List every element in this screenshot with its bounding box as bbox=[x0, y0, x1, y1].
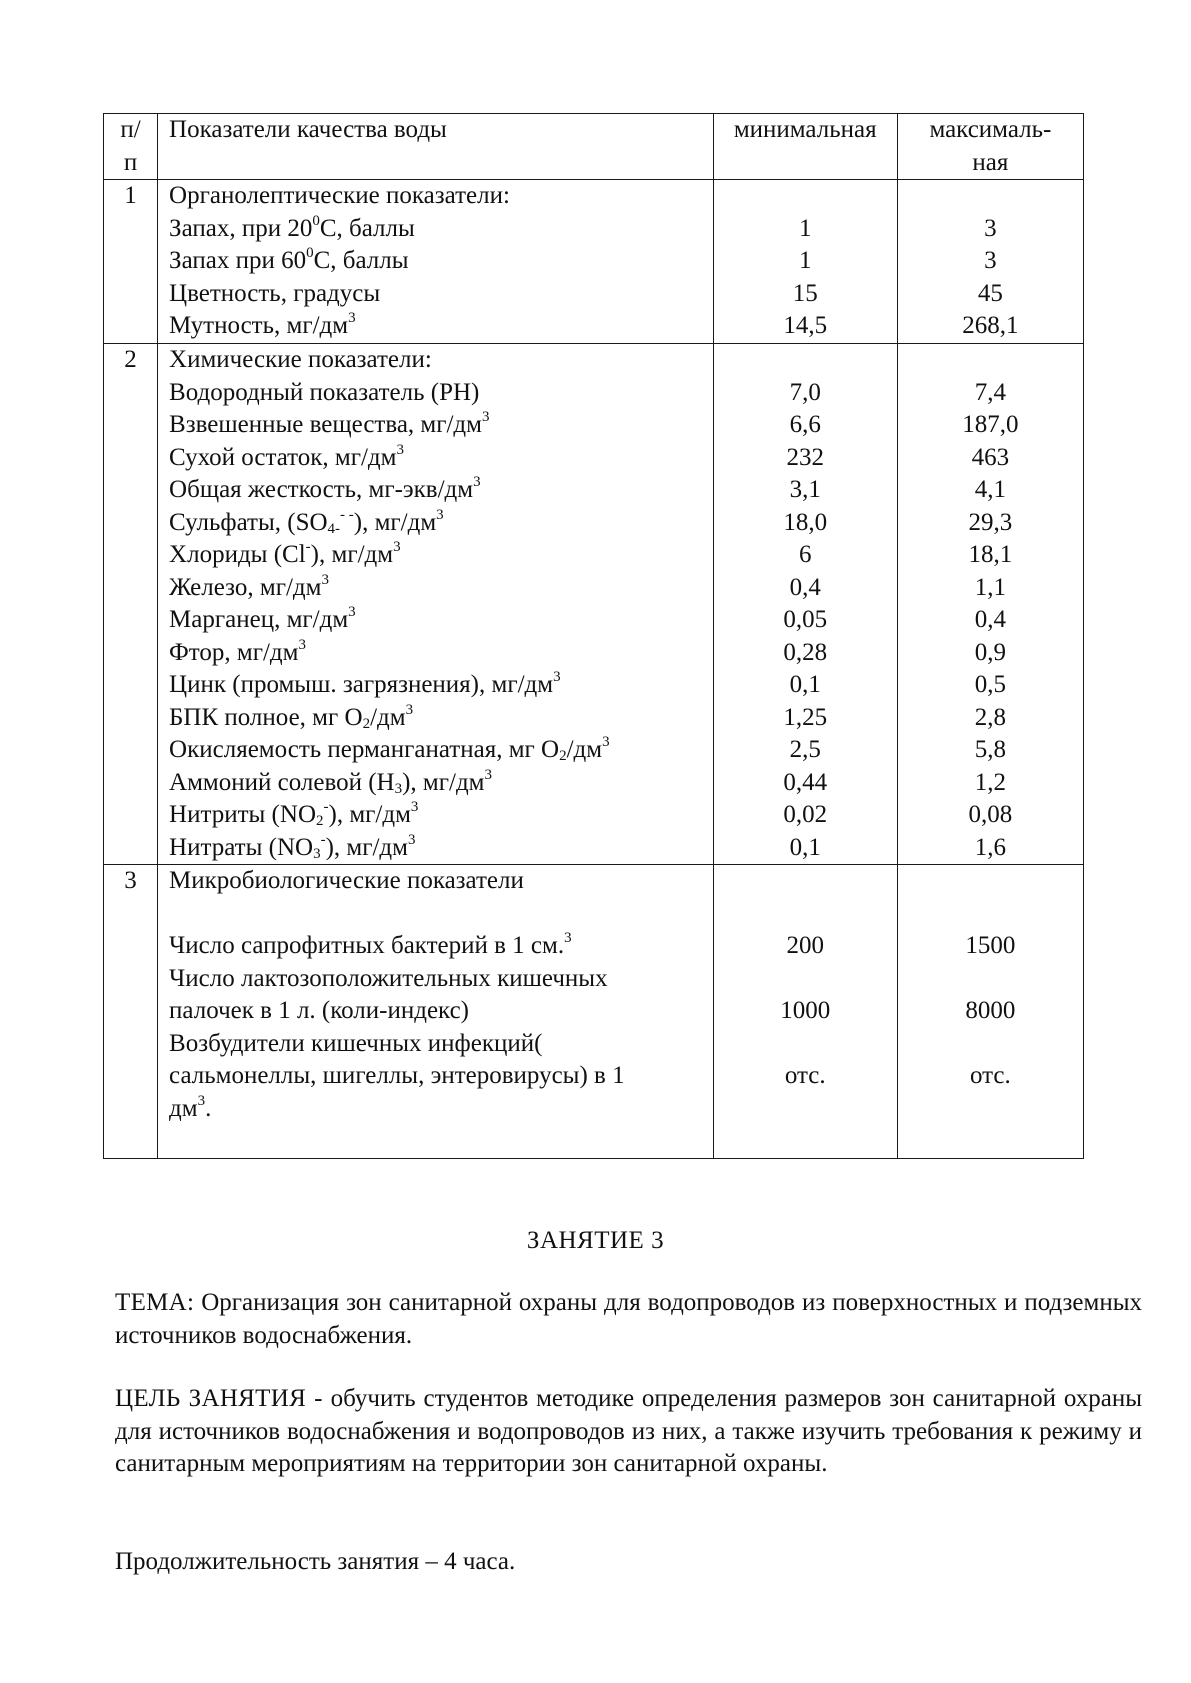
indicator-name bbox=[169, 245, 713, 278]
min-value: 7,0 bbox=[789, 378, 821, 406]
indicator-text: Число лактозоположительных кишечных bbox=[169, 964, 608, 992]
indicator-name bbox=[169, 377, 713, 410]
header-num-line2: п bbox=[123, 148, 138, 176]
header-max-line2: ная bbox=[972, 148, 1009, 176]
superscript: - bbox=[320, 831, 326, 848]
superscript: 3 bbox=[436, 506, 444, 523]
max-value: 1,6 bbox=[974, 833, 1007, 861]
indicator-text: Хлориды (Cl bbox=[169, 541, 306, 568]
superscript: - bbox=[305, 539, 311, 555]
subscript: 2 bbox=[362, 715, 371, 732]
max-value: 0,9 bbox=[974, 638, 1007, 666]
indicator-text: Запах, при 20 bbox=[169, 214, 313, 242]
min-value: 0,1 bbox=[789, 833, 821, 861]
indicator-name bbox=[169, 1060, 713, 1093]
min-value: 1000 bbox=[780, 997, 831, 1024]
indicator-text: Мутность, мг/дм bbox=[169, 312, 349, 339]
subscript: 2 bbox=[316, 813, 324, 829]
superscript: 3 bbox=[396, 441, 404, 458]
superscript: 3 bbox=[410, 799, 419, 815]
max-value: 0,08 bbox=[968, 801, 1013, 828]
indicator-text: Нитриты (NO bbox=[169, 801, 316, 828]
indicator-tail: . bbox=[205, 1094, 212, 1122]
indicator-text: Водородный показатель (РН) bbox=[169, 378, 480, 406]
max-value: 29,3 bbox=[968, 508, 1013, 536]
superscript: 3 bbox=[348, 310, 356, 326]
header-num-line1: п/ bbox=[120, 116, 141, 143]
indicator-text: ), мг/дм bbox=[310, 541, 394, 568]
indicator-name bbox=[169, 278, 713, 311]
group-title: Химические показатели: bbox=[169, 346, 432, 373]
max-value: 0,4 bbox=[974, 606, 1007, 633]
max-value: 2,8 bbox=[974, 703, 1007, 731]
spacer bbox=[898, 1093, 1083, 1126]
table-header-row bbox=[104, 114, 1084, 180]
spacer bbox=[714, 344, 897, 377]
min-value: 2,5 bbox=[789, 736, 821, 763]
max-value-cell bbox=[897, 865, 1083, 1159]
max-value: 4,1 bbox=[974, 476, 1007, 503]
min-value: 3,1 bbox=[789, 476, 821, 503]
indicator-name bbox=[169, 474, 713, 507]
theme-paragraph bbox=[115, 1287, 1142, 1352]
goal-label: ЦЕЛЬ ЗАНЯТИЯ - bbox=[115, 1385, 323, 1412]
indicator-text: Запах при 60 bbox=[169, 247, 307, 274]
indicator-text: ), мг/дм bbox=[402, 768, 485, 796]
header-min: минимальная bbox=[733, 116, 877, 143]
indicator-text: Железо, мг/дм bbox=[169, 573, 322, 601]
min-value: 0,4 bbox=[789, 573, 821, 601]
max-value-cell bbox=[897, 344, 1083, 865]
min-value: 232 bbox=[786, 443, 824, 471]
superscript: 0 bbox=[312, 212, 320, 229]
table-row bbox=[104, 180, 1084, 344]
max-value: 8000 bbox=[965, 997, 1016, 1024]
duration-paragraph: Продолжительность занятия – 4 часа. bbox=[115, 1548, 516, 1575]
indicator-name bbox=[169, 767, 713, 800]
indicator-text: Цинк (промыш. загрязнения), мг/дм bbox=[169, 671, 554, 698]
min-value-cell bbox=[713, 344, 897, 865]
superscript: - - bbox=[340, 506, 354, 523]
superscript: 3 bbox=[197, 1092, 206, 1109]
indicator-text: Возбудители кишечных инфекций( bbox=[169, 1029, 543, 1057]
indicator-name bbox=[169, 1093, 713, 1126]
max-value: 7,4 bbox=[974, 378, 1007, 406]
group-title: Органолептические показатели: bbox=[169, 182, 510, 209]
superscript: 3 bbox=[473, 474, 481, 490]
spacer bbox=[898, 344, 1083, 377]
min-value: 0,1 bbox=[789, 671, 821, 698]
group-number: 1 bbox=[124, 182, 137, 209]
group-number-cell bbox=[104, 865, 158, 1159]
min-value: 18,0 bbox=[783, 508, 828, 536]
superscript: 3 bbox=[405, 701, 414, 718]
spacer bbox=[714, 180, 897, 213]
min-value-cell bbox=[713, 180, 897, 344]
indicator-text: Сухой остаток, мг/дм bbox=[169, 443, 397, 471]
max-value: 268,1 bbox=[962, 312, 1019, 339]
group-title: Микробиологические показатели bbox=[169, 867, 524, 894]
header-name: Показатели качества воды bbox=[169, 116, 447, 143]
min-value: 6 bbox=[798, 541, 812, 568]
spacer bbox=[898, 898, 1083, 931]
min-value: 1 bbox=[798, 214, 812, 242]
indicator-text: дм bbox=[169, 1094, 198, 1122]
min-value: 0,28 bbox=[783, 638, 828, 666]
goal-paragraph bbox=[115, 1383, 1142, 1481]
indicator-text: Число сапрофитных бактерий в 1 см. bbox=[169, 932, 565, 959]
max-value: 3 bbox=[984, 247, 997, 274]
min-value: 6,6 bbox=[789, 411, 821, 438]
min-value: 1,25 bbox=[783, 703, 828, 731]
indicator-text: Фтор, мг/дм bbox=[169, 638, 299, 666]
indicator-text: Взвешенные вещества, мг/дм bbox=[169, 411, 482, 438]
indicator-text: Нитраты (NO bbox=[169, 833, 314, 861]
table-row bbox=[104, 344, 1084, 865]
spacer bbox=[714, 963, 897, 996]
lesson-title: ЗАНЯТИЕ 3 bbox=[526, 1227, 665, 1254]
header-max-cell bbox=[897, 114, 1083, 180]
min-value: 15 bbox=[792, 279, 818, 307]
min-value: 14,5 bbox=[783, 312, 828, 339]
spacer bbox=[898, 1028, 1083, 1061]
superscript: 3 bbox=[298, 636, 306, 653]
spacer bbox=[714, 865, 897, 898]
min-value: 0,02 bbox=[783, 801, 828, 828]
indicator-name bbox=[169, 799, 713, 832]
superscript: 3 bbox=[321, 571, 329, 588]
subscript: 3 bbox=[394, 780, 403, 797]
water-quality-table bbox=[103, 113, 1084, 1159]
superscript: 3 bbox=[564, 930, 572, 946]
header-num-cell bbox=[104, 114, 158, 180]
indicator-text: Цветность, градусы bbox=[169, 279, 381, 307]
superscript: 0 bbox=[306, 245, 314, 261]
min-value: отс. bbox=[784, 1062, 826, 1089]
group-number: 2 bbox=[124, 346, 137, 373]
indicator-text: Сульфаты, (SO bbox=[169, 508, 328, 536]
indicator-name bbox=[169, 572, 713, 605]
max-value: 45 bbox=[977, 279, 1003, 307]
spacer bbox=[898, 865, 1083, 898]
min-value: 0,05 bbox=[783, 606, 828, 633]
indicator-name-cell bbox=[158, 180, 714, 344]
theme-text: Организация зон санитарной охраны для водопроводов из поверхностных и подземных источников водоснабжения. bbox=[115, 1289, 1143, 1349]
superscript: 3 bbox=[602, 734, 610, 750]
indicator-text: С, баллы bbox=[313, 247, 409, 274]
max-value: отс. bbox=[970, 1062, 1011, 1089]
subscript: 3 bbox=[313, 845, 321, 862]
indicator-text: ), мг/дм bbox=[325, 833, 408, 861]
max-value: 18,1 bbox=[968, 541, 1013, 568]
indicator-text: палочек в 1 л. (коли-индекс) bbox=[169, 997, 469, 1024]
spacer bbox=[169, 898, 713, 931]
indicator-text: БПК полное, мг O bbox=[169, 703, 363, 731]
max-value: 3 bbox=[984, 214, 997, 242]
max-value: 1500 bbox=[965, 932, 1016, 959]
superscript: 3 bbox=[393, 539, 401, 555]
superscript: 3 bbox=[481, 409, 490, 425]
indicator-text: Аммоний солевой (H bbox=[169, 768, 395, 796]
group-number: 3 bbox=[124, 867, 137, 894]
max-value: 1,1 bbox=[974, 573, 1007, 601]
indicator-name bbox=[169, 507, 713, 540]
indicator-name bbox=[169, 930, 713, 963]
indicator-name bbox=[169, 442, 713, 475]
max-value-cell bbox=[897, 180, 1083, 344]
indicator-text: Общая жесткость, мг-экв/дм bbox=[169, 476, 474, 503]
table-row bbox=[104, 865, 1084, 1159]
indicator-name bbox=[169, 539, 713, 572]
indicator-text: ), мг/дм bbox=[353, 508, 437, 536]
indicator-name bbox=[169, 702, 713, 735]
superscript: 3 bbox=[484, 766, 492, 783]
subscript: 4- bbox=[327, 520, 341, 537]
indicator-name bbox=[169, 669, 713, 702]
indicator-name bbox=[169, 637, 713, 670]
header-name-cell bbox=[158, 114, 714, 180]
spacer bbox=[898, 963, 1083, 996]
max-value: 5,8 bbox=[974, 736, 1007, 763]
superscript: 3 bbox=[348, 604, 356, 620]
indicator-name bbox=[169, 963, 713, 996]
indicator-name bbox=[169, 213, 713, 246]
subscript: 2 bbox=[559, 748, 567, 764]
superscript: - bbox=[323, 799, 329, 815]
indicator-text: сальмонеллы, шигеллы, энтеровирусы) в 1 bbox=[169, 1062, 625, 1089]
group-number-cell bbox=[104, 180, 158, 344]
indicator-name-cell bbox=[158, 865, 714, 1159]
spacer bbox=[714, 1093, 897, 1126]
indicator-text: /дм bbox=[566, 736, 603, 763]
indicator-name bbox=[169, 832, 713, 865]
min-value: 200 bbox=[786, 932, 824, 959]
goal-text: обучить студентов методике определения размеров зон санитарной охраны для источников водоснабжения и водопроводов из них, а также изучить требования к режиму и санитарным мероприятиям на территории зон санитарной охраны. bbox=[115, 1385, 1143, 1477]
indicator-name bbox=[169, 409, 713, 442]
indicator-text: Марганец, мг/дм bbox=[169, 606, 349, 633]
indicator-text: С, баллы bbox=[319, 214, 415, 242]
header-max-line1: максималь- bbox=[929, 116, 1052, 143]
max-value: 0,5 bbox=[974, 671, 1007, 698]
max-value: 463 bbox=[971, 443, 1010, 471]
indicator-name bbox=[169, 1028, 713, 1061]
min-value: 0,44 bbox=[783, 768, 828, 796]
indicator-text: Окисляемость перманганатная, мг O bbox=[169, 736, 560, 763]
spacer bbox=[714, 898, 897, 931]
min-value: 1 bbox=[798, 247, 812, 274]
superscript: 3 bbox=[407, 831, 416, 848]
header-min-cell bbox=[713, 114, 897, 180]
indicator-name-cell bbox=[158, 344, 714, 865]
superscript: 3 bbox=[553, 669, 561, 685]
indicator-text: /дм bbox=[370, 703, 406, 731]
indicator-name bbox=[169, 995, 713, 1028]
max-value: 187,0 bbox=[962, 411, 1019, 438]
indicator-text: ), мг/дм bbox=[328, 801, 411, 828]
indicator-name bbox=[169, 734, 713, 767]
theme-label: ТЕМА: bbox=[115, 1289, 195, 1316]
indicator-name bbox=[169, 604, 713, 637]
min-value-cell bbox=[713, 865, 897, 1159]
indicator-name bbox=[169, 310, 713, 343]
group-number-cell bbox=[104, 344, 158, 865]
spacer bbox=[898, 180, 1083, 213]
max-value: 1,2 bbox=[974, 768, 1007, 796]
spacer bbox=[714, 1028, 897, 1061]
